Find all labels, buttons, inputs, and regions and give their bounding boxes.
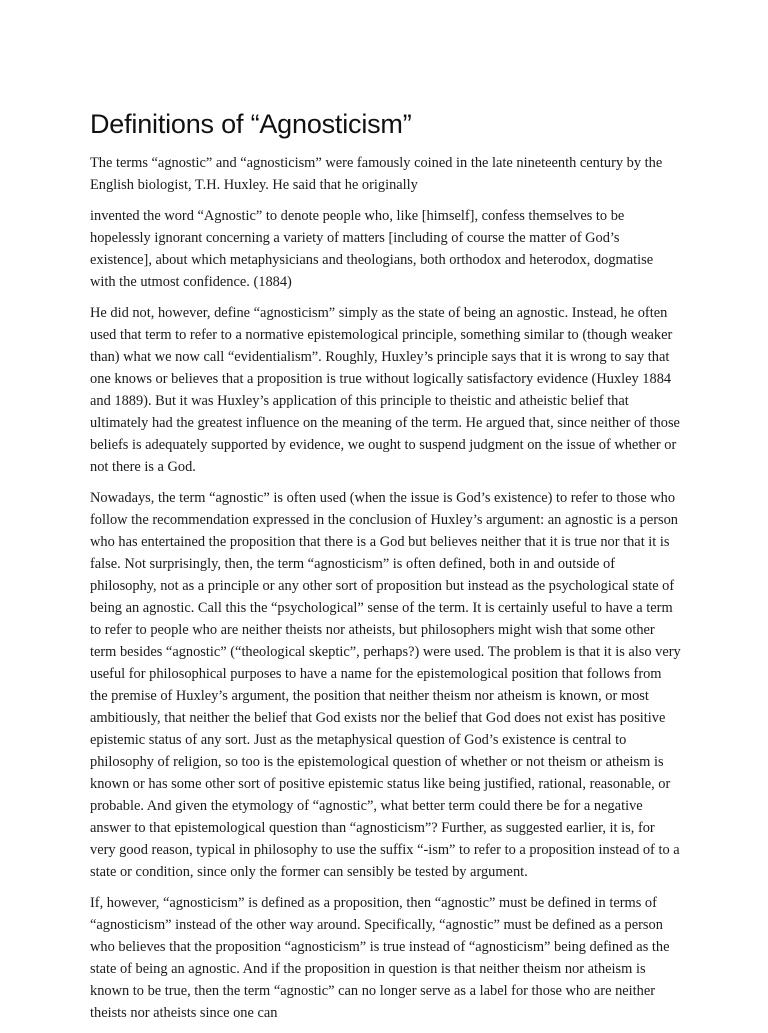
document-page — [90, 106, 682, 1033]
page-title: Definitions of “Agnosticism” — [90, 109, 412, 139]
body-paragraph: He did not, however, define “agnosticism” simply as the state of being an agnostic. Instead, he often used that term to refer to a normative epistemological principle, something similar to (though weaker than) what we now call “evidentialism”. Roughly, Huxley’s principle says that it is wrong to say that one knows or believes that a proposition is true without logically satisfactory evidence (Huxley 1884 and 1889). But it was Huxley’s application of this principle to theistic and atheistic belief that ultimately had the greatest influence on the meaning of the term. He argued that, since neither of those beliefs is adequately supported by evidence, we ought to suspend judgment on the issue of whether or not there is a God. — [90, 305, 680, 475]
body-paragraph: Nowadays, the term “agnostic” is often used (when the issue is God’s existence) to refer to those who follow the recommendation expressed in the conclusion of Huxley’s argument: an agnostic is a person who has entertained the proposition that there is a God but believes neither that it is true nor that it is false. Not surprisingly, then, the term “agnosticism” is often defined, both in and outside of philosophy, not as a principle or any other sort of proposition but instead as the psychological state of being an agnostic. Call this the “psychological” sense of the term. It is certainly useful to have a term to refer to people who are neither theists nor atheists, but philosophers might wish that some other term besides “agnostic” (“theological skeptic”, perhaps?) were used. The problem is that it is also very useful for philosophical purposes to have a name for the epistemological position that follows from the premise of Huxley’s argument, the position that neither theism nor atheism is known, or most ambitiously, that neither the belief that God exists nor the belief that God does not exist has positive epistemic status of any sort. Just as the metaphysical question of God’s existence is central to philosophy of religion, so too is the epistemological question of whether or not theism or atheism is known or has some other sort of positive epistemic status like being justified, rational, reasonable, or probable. And given the etymology of “agnostic”, what better term could there be for a negative answer to that epistemological question than “agnosticism”? Further, as suggested earlier, it is, for very good reason, typical in philosophy to use the suffix “-ism” to refer to a proposition instead of to a state or condition, since only the former can sensibly be tested by argument. — [90, 490, 681, 880]
intro-paragraph: The terms “agnostic” and “agnosticism” were famously coined in the late nineteenth century by the English biologist, T.H. Huxley. He said that he originally — [90, 155, 663, 193]
body-paragraph: If, however, “agnosticism” is defined as a proposition, then “agnostic” must be defined in terms of “agnosticism” instead of the other way around. Specifically, “agnostic” must be defined as a person who believes that the proposition “agnosticism” is true instead of “agnosticism” being defined as the state of being an agnostic. And if the proposition in question is that neither theism nor atheism is known to be true, then the term “agnostic” can no longer serve as a label for those who are neither theists nor atheists since one can — [90, 895, 670, 1021]
huxley-quote: invented the word “Agnostic” to denote people who, like [himself], confess themselves to be hopelessly ignorant concerning a variety of matters [including of course the matter of God’s existence], about which metaphysicians and theologians, both orthodox and heterodox, dogmatise with the utmost confidence. (1884) — [90, 208, 654, 290]
